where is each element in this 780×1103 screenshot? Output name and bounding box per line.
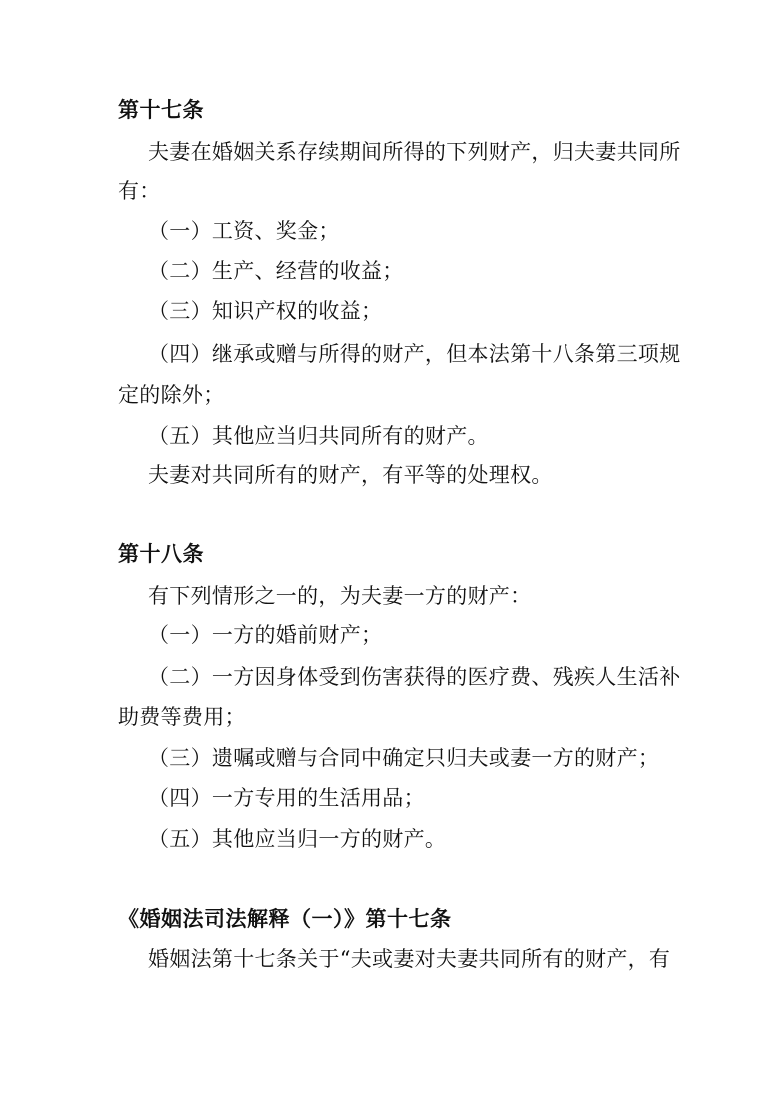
article-18-item-2-continued: 助费等费用； xyxy=(118,705,246,729)
article-17-item-4: （四）继承或赠与所得的财产，但本法第十八条第三项规 xyxy=(148,342,681,366)
article-17-heading: 第十七条 xyxy=(118,97,204,122)
article-18-item-5: （五）其他应当归一方的财产。 xyxy=(148,827,447,851)
article-17-item-3: （三）知识产权的收益； xyxy=(148,299,383,323)
interpretation-line-1: 婚姻法第十七条关于“夫或妻对夫妻共同所有的财产，有 xyxy=(148,947,671,971)
article-17-closing: 夫妻对共同所有的财产，有平等的处理权。 xyxy=(148,463,553,487)
article-18-heading: 第十八条 xyxy=(118,541,204,566)
interpretation-heading: 《婚姻法司法解释（一）》第十七条 xyxy=(118,906,452,931)
article-17-intro-line: 有： xyxy=(118,179,161,203)
article-17-item-1: （一）工资、奖金； xyxy=(148,219,340,243)
article-18-item-4: （四）一方专用的生活用品； xyxy=(148,786,425,810)
article-18-item-2: （二）一方因身体受到伤害获得的医疗费、残疾人生活补 xyxy=(148,665,681,689)
article-18-item-3: （三）遗嘱或赠与合同中确定只归夫或妻一方的财产； xyxy=(148,746,660,770)
article-18-item-1: （一）一方的婚前财产； xyxy=(148,623,383,647)
article-17-item-5: （五）其他应当归共同所有的财产。 xyxy=(148,424,489,448)
article-17-item-2: （二）生产、经营的收益； xyxy=(148,259,404,283)
article-18-intro: 有下列情形之一的，为夫妻一方的财产： xyxy=(148,584,532,608)
article-17-item-4-continued: 定的除外； xyxy=(118,383,225,407)
article-17-intro-line: 夫妻在婚姻关系存续期间所得的下列财产，归夫妻共同所 xyxy=(148,140,681,164)
